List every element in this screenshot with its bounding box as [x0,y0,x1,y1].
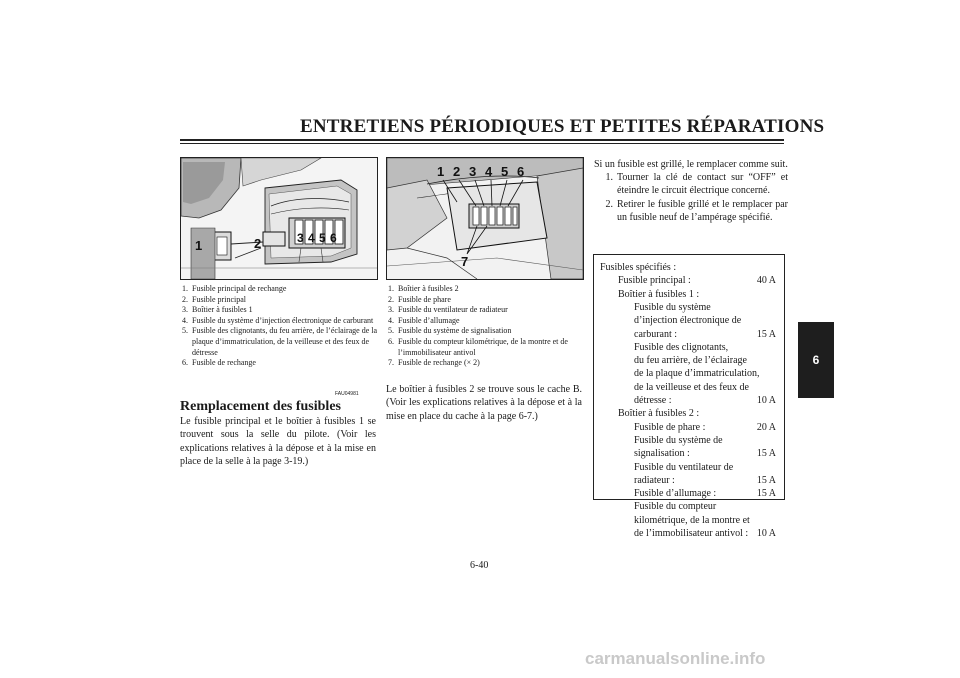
caption-text: Fusible de phare [398,294,451,304]
spec-row [618,407,776,420]
callout-6: 6 [330,231,337,245]
spec-label: radiateur : [634,474,675,486]
spec-label: Fusible du système [634,301,711,313]
spec-label: Fusible des clignotants, [634,341,729,353]
caption-number: 5. [388,326,394,336]
callout-3: 3 [469,164,477,179]
fuse-spec-box [593,254,785,539]
spec-row [634,447,776,460]
caption-text: Fusible d’allumage [398,315,460,325]
caption-item [182,284,378,295]
spec-value: 15 A [756,488,776,500]
caption-text: Fusible principal [192,294,246,304]
spec-value: 10 A [756,395,776,406]
spec-label: Fusible de phare : [634,421,706,433]
step-text: Tourner la clé de contact sur “OFF” et éteindre le circuit électrique concerné. [617,172,788,197]
spec-label: Boîtier à fusibles 2 : [618,408,700,420]
procedure-step [594,198,788,225]
fuse-figure-main [180,157,378,280]
middle-paragraph: Le boîtier à fusibles 2 se trouve sous le cache B. (Voir les explications relatives à la dépose et à la mise en place du cache à la page 6-7.) [386,384,582,422]
spec-label: carburant : [634,328,678,340]
caption-item [182,305,378,316]
spec-label: Fusible principal : [618,275,691,287]
fuse-main-illustration [181,158,377,279]
step-text: Retirer le fusible grillé et le remplacer par un fusible neuf de l’ampérage spécifié. [617,198,788,224]
spec-row [618,288,776,301]
spec-row [634,474,776,487]
callout-4: 4 [308,231,315,245]
spec-row [634,421,776,434]
spec-label: Fusible d’allumage : [634,488,717,500]
caption-text: Fusible du système d’injection électronique de carburant [192,315,374,325]
step-number: 2. [605,198,613,210]
caption-text: Fusible de rechange (× 2) [398,358,480,368]
caption-text: Boîtier à fusibles 2 [398,284,459,293]
header-rule [180,139,784,141]
callout-2: 2 [453,164,461,179]
callout-1: 1 [437,164,445,179]
callout-4: 4 [485,164,493,179]
spec-label: d’injection électronique de [634,315,742,327]
caption-item [388,284,584,295]
fuse-box-2-figure [386,157,584,280]
spec-row [634,314,776,327]
spec-label: de la veilleuse et des feux de [634,381,749,393]
section-paragraph: Le fusible principal et le boîtier à fusibles 1 se trouvent sous la selle du pilote. (Voir les explications relatives à la dépose et à la mise en place de la selle à la page 3-19.) [180,416,376,468]
spec-value: 15 A [756,328,776,340]
chapter-tab[interactable]: 6 [798,322,834,398]
caption-number: 4. [182,315,188,325]
spec-row [634,381,776,394]
spec-value: 20 A [756,421,776,433]
callout-6: 6 [517,164,525,179]
page-number: 6-40 [470,560,489,571]
caption-item [388,295,584,306]
spec-label: de la plaque d’immatriculation, [634,368,760,380]
caption-number: 4. [388,315,394,325]
section-heading: Remplacement des fusibles [180,399,341,414]
caption-number: 2. [182,294,188,304]
spec-row [634,514,776,527]
caption-text: Boîtier à fusibles 1 [192,305,253,315]
caption-item [388,305,584,316]
spec-row [634,367,776,380]
spec-row [618,274,776,287]
spec-row [634,341,776,354]
caption-item [388,326,584,337]
figure1-caption-list [182,284,378,369]
header-rule-thin [180,143,784,144]
callout-5: 5 [319,231,326,245]
caption-number: 6. [388,336,394,346]
callout-3: 3 [297,231,304,245]
spec-label: de l’immobilisateur antivol : [634,528,749,539]
caption-text: Fusible principal de rechange [192,284,287,293]
spec-value: 40 A [756,275,776,287]
spec-row [634,527,776,540]
spec-value: 15 A [756,474,776,486]
caption-number: 3. [182,305,188,315]
caption-item [388,316,584,327]
caption-number: 6. [182,358,188,368]
spec-row [634,394,776,407]
spec-label: Boîtier à fusibles 1 : [618,288,700,300]
fuse-box-2-illustration [387,158,583,279]
procedure-step [594,171,788,198]
callout-7: 7 [461,254,469,269]
spec-row [634,354,776,367]
spec-row [600,261,776,274]
spec-label: du feu arrière, de l’éclairage [634,355,747,367]
caption-item [182,358,378,369]
spec-row [634,434,776,447]
figure2-caption-list [388,284,584,369]
caption-item [182,326,378,358]
spec-value: 10 A [756,528,776,539]
caption-text: Fusible du système de signalisation [398,326,512,336]
spec-row [634,487,776,500]
spec-row [634,328,776,341]
spec-label: Fusible du système de [634,434,723,446]
caption-text: Fusible du compteur kilométrique, de la montre et de l’immobilisateur antivol [398,336,568,357]
spec-row [634,500,776,513]
caption-number: 1. [182,284,188,293]
caption-item [182,295,378,306]
spec-row [634,301,776,314]
page-header-title: ENTRETIENS PÉRIODIQUES ET PETITES RÉPARATIONS [300,116,825,137]
caption-text: Fusible de rechange [192,358,256,368]
callout-5: 5 [501,164,509,179]
spec-label: kilométrique, de la montre et [634,514,750,526]
caption-text: Fusible du ventilateur de radiateur [398,305,508,315]
caption-number: 5. [182,326,188,336]
spec-label: Fusible du ventilateur de [634,461,734,473]
watermark: carmanualsonline.info [585,649,766,668]
spec-label: Fusible du compteur [634,501,717,513]
spec-row [634,461,776,474]
spec-value: 15 A [756,448,776,460]
callout-2: 2 [254,236,262,251]
step-number: 1. [605,172,613,183]
caption-item [182,316,378,327]
caption-number: 2. [388,294,394,304]
procedure-intro: Si un fusible est grillé, le remplacer comme suit. [594,159,788,170]
section-code: FAU04981 [335,391,359,397]
caption-number: 3. [388,305,394,315]
callout-1: 1 [195,238,203,253]
spec-label: signalisation : [634,448,690,460]
spec-label: Fusibles spécifiés : [600,262,677,273]
caption-text: Fusible des clignotants, du feu arrière, de l’éclairage de la plaque d’immatriculation, de la veilleuse et des feux de détresse [192,326,378,357]
procedure-steps [594,171,788,225]
spec-label: détresse : [634,395,672,406]
caption-item [388,337,584,358]
caption-number: 7. [388,358,394,368]
caption-item [388,358,584,369]
caption-number: 1. [388,284,394,293]
